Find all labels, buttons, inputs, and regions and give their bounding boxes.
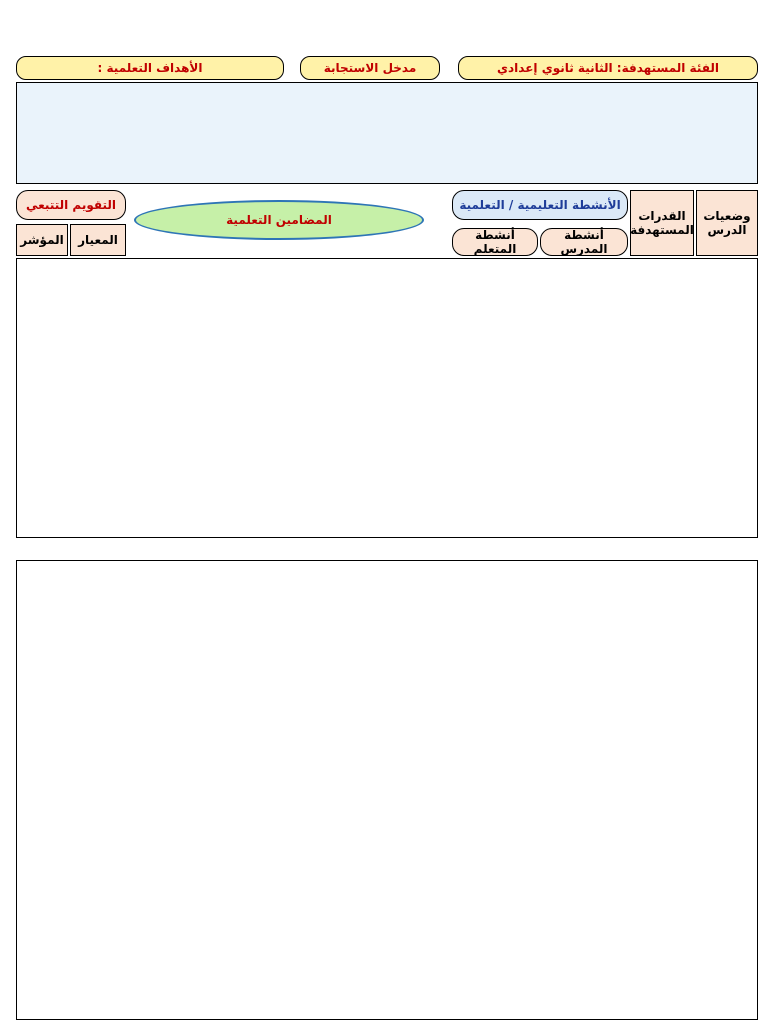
col-learner-header: أنشطة المتعلم (452, 228, 538, 256)
entry-header: مدخل الاستجابة (300, 56, 440, 80)
col-teacher-header: أنشطة المدرس (540, 228, 628, 256)
col-content-header: المضامين التعلمية (134, 200, 424, 240)
col-indicator-header: المؤشر (16, 224, 68, 256)
col-evaluation-header: التقويم التتبعي (16, 190, 126, 220)
lesson-table-body-lower (16, 560, 758, 1020)
target-category-header: الفئة المستهدفة: الثانية ثانوي إعدادي (458, 56, 758, 80)
col-competencies-header: القدرات المستهدفة (630, 190, 694, 256)
col-topics-header: وضعيات الدرس (696, 190, 758, 256)
col-criterion-header: المعيار (70, 224, 126, 256)
objectives-header: الأهداف التعلمية : (16, 56, 284, 80)
col-activities-header: الأنشطة التعليمية / التعلمية (452, 190, 628, 220)
header-info-block (16, 82, 758, 184)
lesson-table-body-upper (16, 258, 758, 538)
